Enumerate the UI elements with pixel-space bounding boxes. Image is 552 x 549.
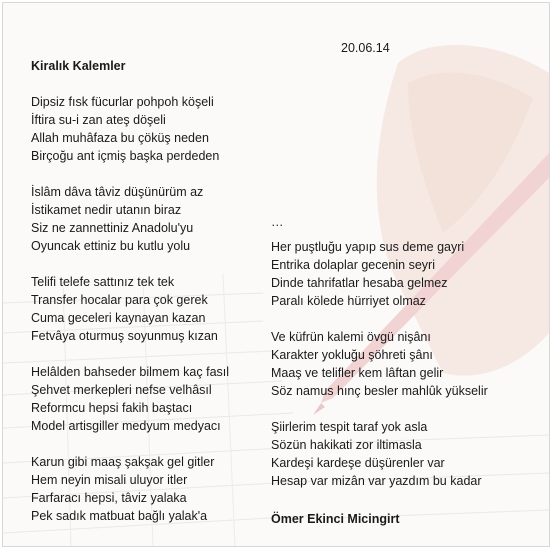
poem-line: Sözün hakikati zor iltimasla (271, 438, 422, 452)
poem-line: Telifi telefe sattınız tek tek (31, 275, 175, 289)
poem-line: Transfer hocalar para çok gerek (31, 293, 208, 307)
poem-line: Dinde tahrifatlar hesaba gelmez (271, 276, 448, 290)
poem-line: Her puştluğu yapıp sus deme gayri (271, 240, 465, 254)
stanza (271, 418, 488, 490)
poem-title: Kiralık Kalemler (31, 59, 126, 73)
poem-line: Fetvâya oturmuş soyunmuş kızan (31, 329, 218, 343)
poem-line: İftira su-i zan ateş döşeli (31, 113, 166, 127)
poem-line: Cuma geceleri kaynayan kazan (31, 311, 206, 325)
stanza (271, 238, 488, 310)
poem-line: Entrika dolaplar gecenin seyri (271, 258, 435, 272)
poem-line: Ve küfrün kalemi övgü nişânı (271, 330, 431, 344)
stanza (31, 363, 229, 435)
poem-line: Şiirlerim tespit taraf yok asla (271, 420, 428, 434)
stanza (31, 93, 229, 165)
poem-line: Model artisgiller medyum medyacı (31, 419, 221, 433)
poem-right-column (271, 238, 488, 508)
poem-line: Siz ne zannettiniz Anadolu'yu (31, 221, 194, 235)
poem-line: Hem neyin misali uluyor itler (31, 473, 188, 487)
poem-line: Hesap var mizân var yazdım bu kadar (271, 474, 482, 488)
poem-line: İslâm dâva tâviz düşünürüm az (31, 185, 204, 199)
poem-line: Reformcu hepsi fakih baştacı (31, 401, 193, 415)
stanza (31, 183, 229, 255)
poem-line: Allah muhâfaza bu çöküş neden (31, 131, 209, 145)
poem-author: Ömer Ekinci Micingirt (271, 512, 400, 526)
poem-line: Söz namus hınç besler mahlûk yükselir (271, 384, 488, 398)
poem-line: Karakter yokluğu şöhreti şânı (271, 348, 433, 362)
poem-line: Şehvet merkepleri nefse velhâsıl (31, 383, 212, 397)
poem-line: Helâlden bahseder bilmem kaç fasıl (31, 365, 230, 379)
stanza (271, 328, 488, 400)
poem-date: 20.06.14 (341, 41, 390, 55)
stanza (31, 453, 229, 525)
poem-line: Birçoğu ant içmiş başka perdeden (31, 149, 220, 163)
poem-ellipsis: … (271, 215, 284, 229)
poem-line: İstikamet nedir utanın biraz (31, 203, 182, 217)
poem-line: Maaş ve telifler kem lâftan gelir (271, 366, 444, 380)
poem-line: Oyuncak ettiniz bu kutlu yolu (31, 239, 191, 253)
poem-card (2, 2, 550, 547)
poem-line: Kardeşi kardeşe düşürenler var (271, 456, 445, 470)
poem-line: Paralı kölede hürriyet olmaz (271, 294, 426, 308)
poem-line: Farfaracı hepsi, tâviz yalaka (31, 491, 187, 505)
poem-left-column (31, 93, 229, 543)
poem-line: Dipsiz fısk fücurlar pohpoh köşeli (31, 95, 214, 109)
stanza (31, 273, 229, 345)
poem-line: Pek sadık matbuat bağlı yalak'a (31, 509, 208, 523)
poem-line: Karun gibi maaş şakşak gel gitler (31, 455, 215, 469)
